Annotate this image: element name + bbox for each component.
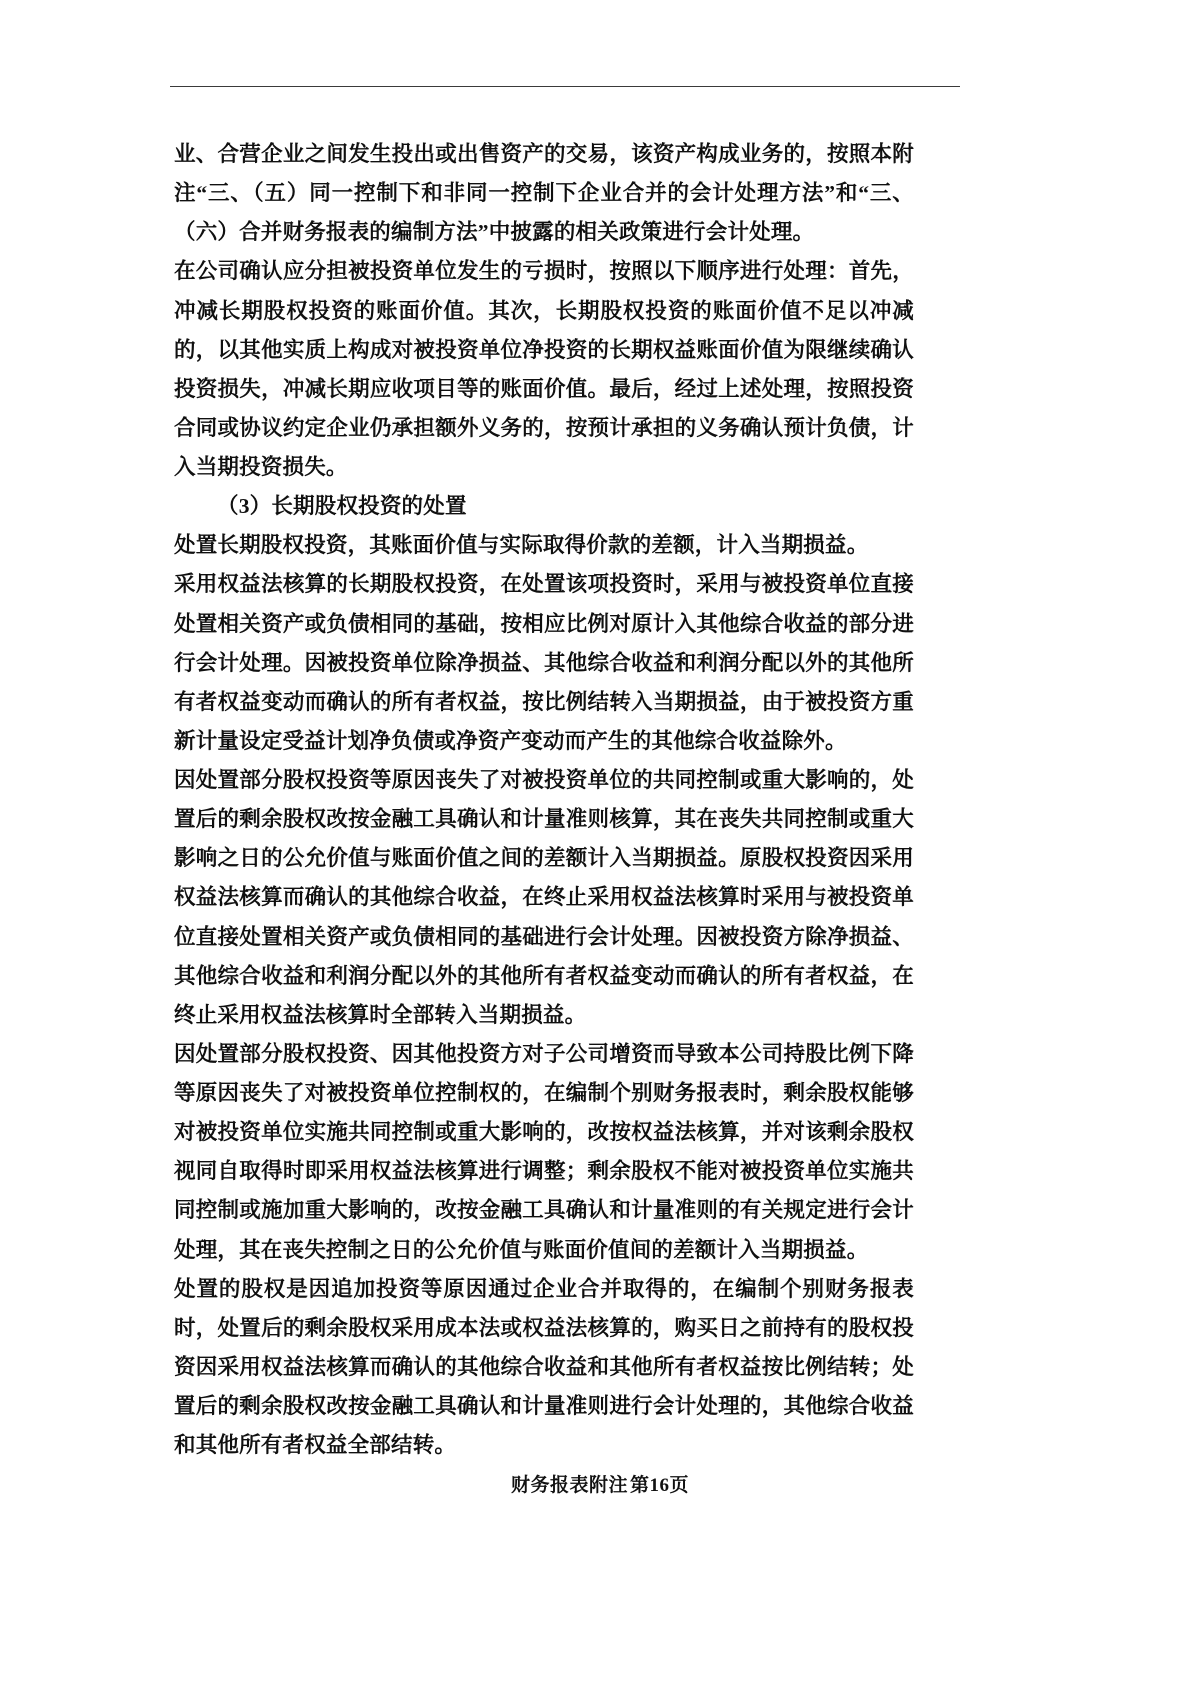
paragraph-7: 因处置部分股权投资、因其他投资方对子公司增资而导致本公司持股比例下降等原因丧失了对被投资单位控制权的，在编制个别财务报表时，剩余股权能够对被投资单位实施共同控制或重大影响的，改按权益法核算，并对该剩余股权视同自取得时即采用权益法核算进行调整；剩余股权不能对被投资单位实施共同控制或施加重大影响的，改按金融工具确认和计量准则的有关规定进行会计处理，其在丧失控制之日的公允价值与账面价值间的差额计入当期损益。 [174, 1041, 914, 1262]
header-divider [170, 86, 960, 87]
body-text [174, 135, 914, 1465]
footer-label: 财务报表附注 [510, 1475, 628, 1496]
footer-page-suffix: 页 [669, 1475, 690, 1496]
footer-page-number: 16 [649, 1475, 670, 1496]
paragraph-heading-3: （3）长期股权投资的处置 [217, 494, 467, 519]
paragraph-4: 处置长期股权投资，其账面价值与实际取得价款的差额，计入当期损益。 [174, 533, 869, 558]
paragraph-2: 在公司确认应分担被投资单位发生的亏损时，按照以下顺序进行处理：首先，冲减长期股权投资的账面价值。其次，长期股权投资的账面价值不足以冲减的，以其他实质上构成对被投资单位净投资的长期权益账面价值为限继续确认投资损失，冲减长期应收项目等的账面价值。最后，经过上述处理，按照投资合同或协议约定企业仍承担额外义务的，按预计承担的义务确认预计负债，计入当期投资损失。 [174, 259, 914, 479]
footer-page-prefix: 第 [629, 1475, 650, 1496]
paragraph-1: 业、合营企业之间发生投出或出售资产的交易，该资产构成业务的，按照本附注“三、（五）同一控制下和非同一控制下企业合并的会计处理方法”和“三、（六）合并财务报表的编制方法”中披露的相关政策进行会计处理。 [174, 142, 914, 245]
page-content [170, 86, 960, 1465]
page-footer [0, 1470, 1200, 1497]
paragraph-8: 处置的股权是因追加投资等原因通过企业合并取得的，在编制个别财务报表时，处置后的剩余股权采用成本法或权益法核算的，购买日之前持有的股权投资因采用权益法核算而确认的其他综合收益和其他所有者权益按比例结转；处置后的剩余股权改按金融工具确认和计量准则进行会计处理的，其他综合收益和其他所有者权益全部结转。 [174, 1276, 914, 1458]
paragraph-5: 采用权益法核算的长期股权投资，在处置该项投资时，采用与被投资单位直接处置相关资产或负债相同的基础，按相应比例对原计入其他综合收益的部分进行会计处理。因被投资单位除净损益、其他综合收益和利润分配以外的其他所有者权益变动而确认的所有者权益，按比例结转入当期损益，由于被投资方重新计量设定受益计划净负债或净资产变动而产生的其他综合收益除外。 [174, 572, 914, 753]
paragraph-6: 因处置部分股权投资等原因丧失了对被投资单位的共同控制或重大影响的，处置后的剩余股权改按金融工具确认和计量准则核算，其在丧失共同控制或重大影响之日的公允价值与账面价值之间的差额计入当期损益。原股权投资因采用权益法核算而确认的其他综合收益，在终止采用权益法核算时采用与被投资单位直接处置相关资产或负债相同的基础进行会计处理。因被投资方除净损益、其他综合收益和利润分配以外的其他所有者权益变动而确认的所有者权益，在终止采用权益法核算时全部转入当期损益。 [174, 768, 914, 1027]
